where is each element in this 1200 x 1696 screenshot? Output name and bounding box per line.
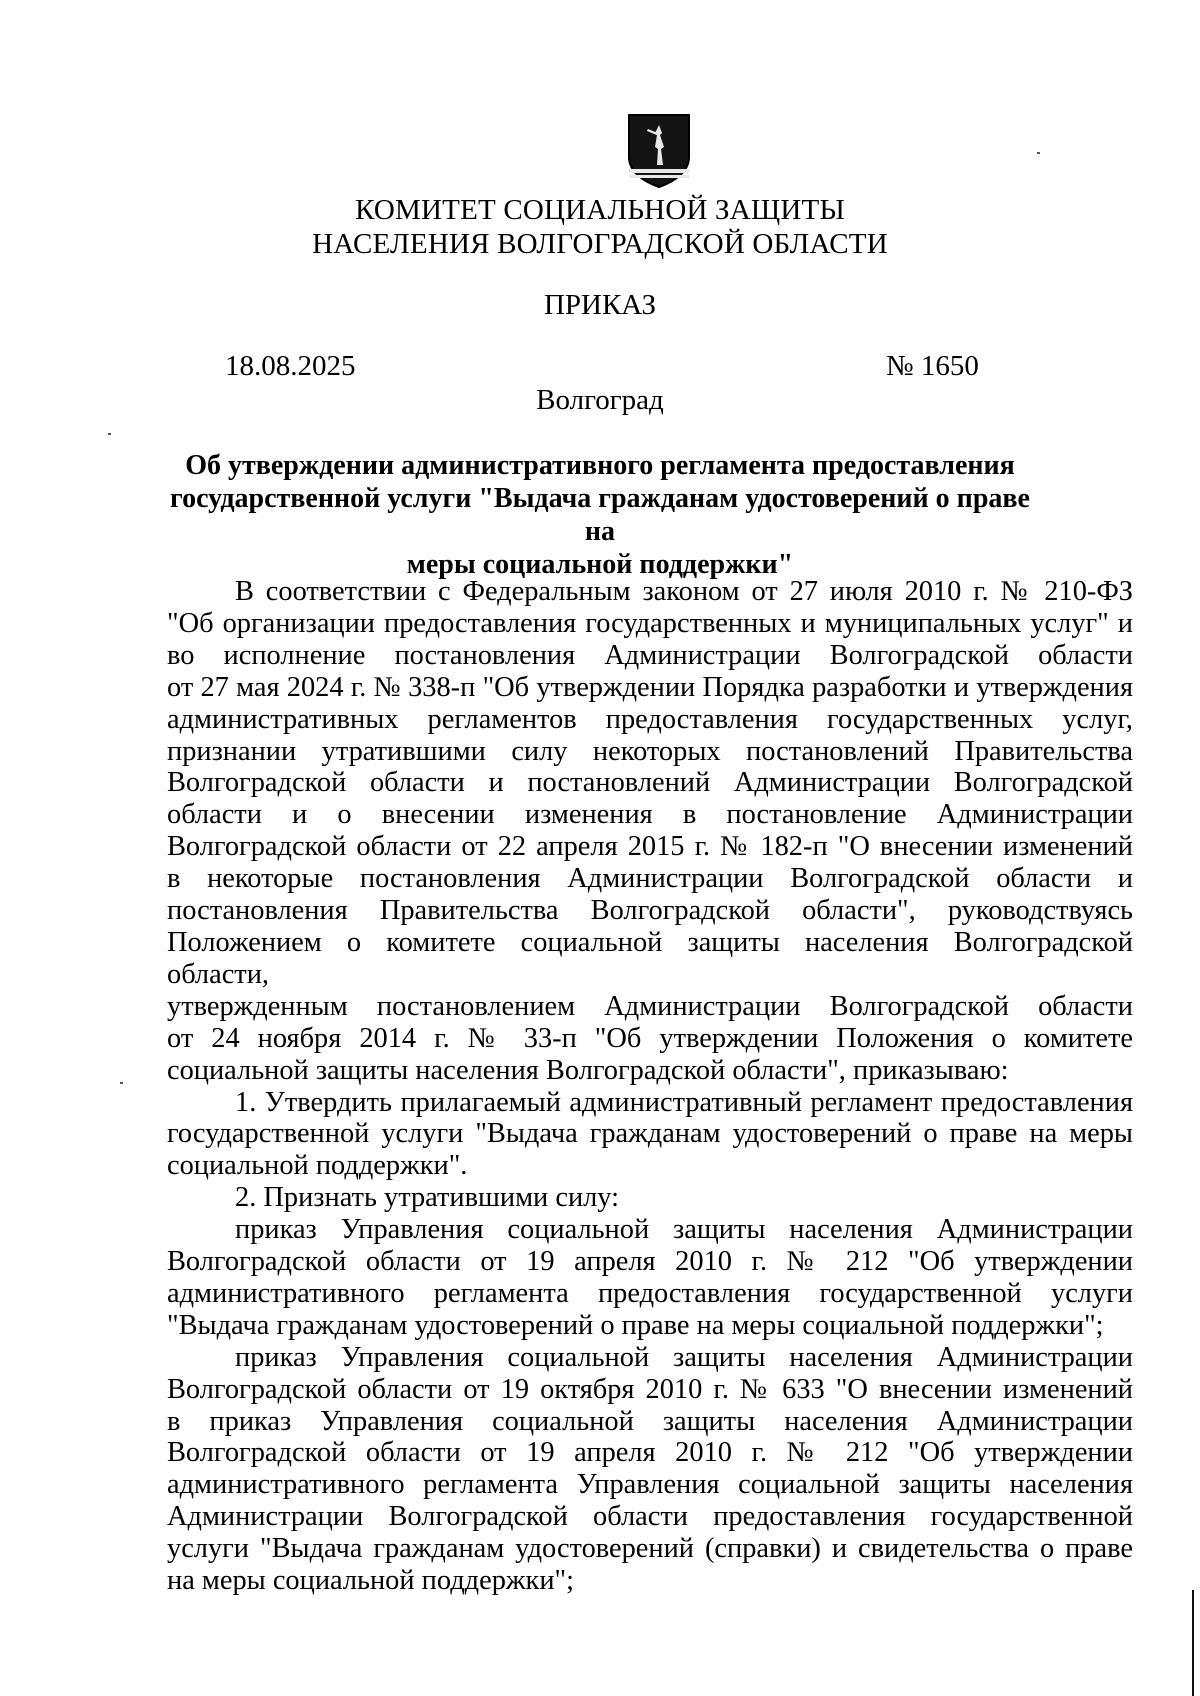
text-line: от 27 мая 2024 г. № 338-п "Об утверждении Порядка разработки и утверждения: [167, 671, 1133, 703]
text-line: в приказ Управления социальной защиты населения Администрации: [167, 1405, 1133, 1437]
org-line-1: КОМИТЕТ СОЦИАЛЬНОЙ ЗАЩИТЫ: [355, 194, 845, 226]
title-line-3: меры социальной поддержки": [406, 549, 794, 580]
text-line: Положением о комитете социальной защиты населения Волгоградской области,: [167, 926, 1133, 990]
document-type: ПРИКАЗ: [543, 289, 657, 321]
text-line: от 24 ноября 2014 г. № 33-п "Об утверждении Положения о комитете: [167, 1022, 1133, 1054]
text-line: социальной поддержки".: [167, 1150, 468, 1182]
text-line: признании утратившими силу некоторых постановлений Правительства: [167, 735, 1133, 767]
text-line: 1. Утвердить прилагаемый административный регламент предоставления: [235, 1086, 1133, 1118]
coat-of-arms-icon: [626, 113, 692, 189]
text-line: на меры социальной поддержки";: [167, 1565, 574, 1597]
document-title: [170, 449, 1030, 581]
title-line-2: государственной услуги "Выдача гражданам удостоверений о праве на: [170, 483, 1030, 547]
document-number: № 1650: [886, 350, 979, 382]
text-line: области и о внесении изменения в постановление Администрации: [167, 799, 1133, 831]
paragraph-preamble: [167, 576, 1133, 1087]
text-line: в некоторые постановления Администрации Волгоградской области и: [167, 863, 1133, 895]
scan-edge-line: [1192, 1590, 1194, 1696]
text-line: постановления Правительства Волгоградской области", руководствуясь: [167, 895, 1133, 927]
text-line: Волгоградской области от 19 октября 2010 г. № 633 "О внесении изменений: [167, 1373, 1133, 1405]
text-line: утвержденным постановлением Администрации Волгоградской области: [167, 990, 1133, 1022]
text-line: "Выдача гражданам удостоверений о праве на меры социальной поддержки";: [167, 1309, 1104, 1341]
text-line: социальной защиты населения Волгоградской области", приказываю:: [167, 1054, 1009, 1086]
text-line: Волгоградской области и постановлений Администрации Волгоградской: [167, 767, 1133, 799]
organization-name: [0, 193, 1200, 261]
scan-speck: [1037, 152, 1040, 154]
document-city: Волгоград: [536, 384, 664, 416]
text-line: В соответствии с Федеральным законом от 27 июля 2010 г. № 210-ФЗ: [235, 576, 1133, 607]
text-line: административного регламента Управления социальной защиты населения: [167, 1469, 1133, 1501]
scan-speck: [120, 1082, 123, 1084]
text-line: Администрации Волгоградской области предоставления государственной: [167, 1501, 1133, 1533]
document-body: [167, 576, 1133, 1597]
paragraph-repealed-order-2: [167, 1342, 1133, 1597]
org-line-2: НАСЕЛЕНИЯ ВОЛГОГРАДСКОЙ ОБЛАСТИ: [312, 228, 888, 260]
text-line: во исполнение постановления Администрации Волгоградской области: [167, 639, 1133, 671]
title-line-1: Об утверждении административного регламента предоставления: [185, 450, 1015, 481]
text-line: услуги "Выдача гражданам удостоверений (справки) и свидетельства о праве: [167, 1533, 1133, 1565]
paragraph-repealed-order-1: [167, 1214, 1133, 1342]
document-date: 18.08.2025: [225, 350, 356, 382]
text-line: "Об организации предоставления государственных и муниципальных услуг" и: [167, 607, 1133, 639]
text-line: государственной услуги "Выдача гражданам удостоверений о праве на меры: [167, 1118, 1133, 1150]
text-line: приказ Управления социальной защиты населения Администрации: [235, 1214, 1133, 1246]
paragraph-item-1: [167, 1087, 1133, 1183]
paragraph-item-2: [167, 1182, 1133, 1214]
scan-speck: [108, 433, 111, 435]
text-line: административных регламентов предоставления государственных услуг,: [167, 703, 1133, 735]
text-line: 2. Признать утратившими силу:: [235, 1182, 620, 1214]
text-line: приказ Управления социальной защиты населения Администрации: [235, 1341, 1133, 1373]
text-line: Волгоградской области от 19 апреля 2010 г. № 212 "Об утверждении: [167, 1437, 1133, 1469]
text-line: Волгоградской области от 19 апреля 2010 г. № 212 "Об утверждении: [167, 1246, 1133, 1278]
text-line: Волгоградской области от 22 апреля 2015 г. № 182-п "О внесении изменений: [167, 831, 1133, 863]
text-line: административного регламента предоставления государственной услуги: [167, 1277, 1133, 1309]
